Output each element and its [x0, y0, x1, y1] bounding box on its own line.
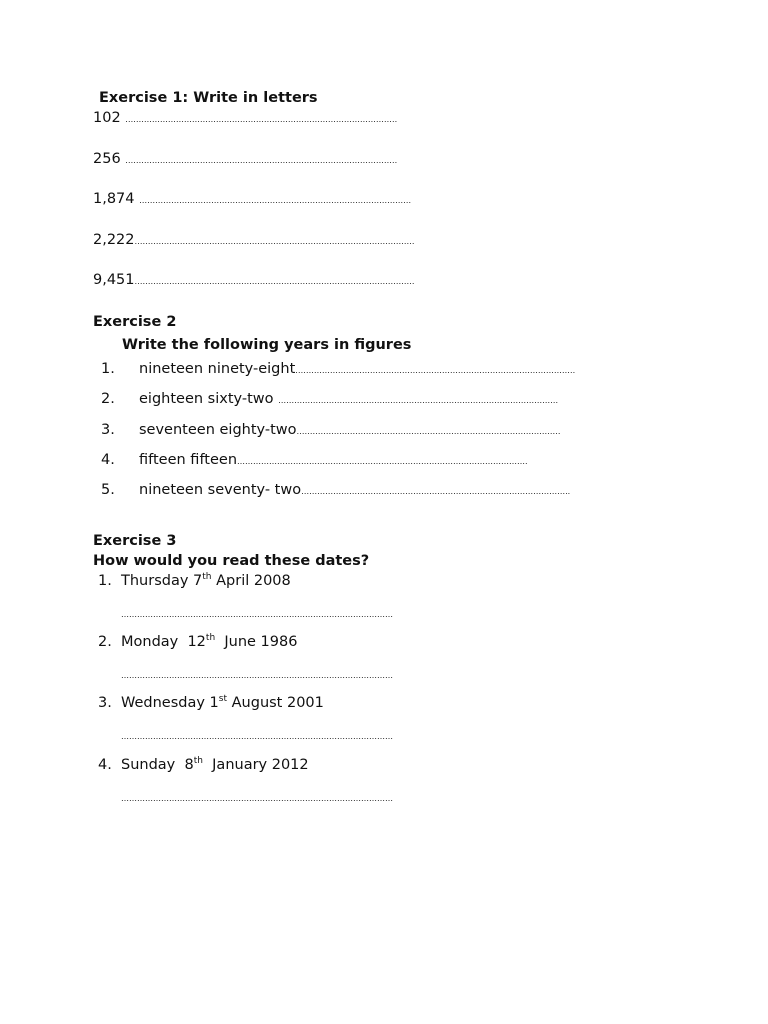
item-text: nineteen ninety-eight [139, 361, 296, 377]
ex2-item-4 [101, 452, 528, 469]
ordinal-suffix: th [193, 756, 203, 767]
date-suffix: January 2012 [202, 757, 309, 773]
date-prefix: Thursday 7 [121, 573, 203, 589]
answer-line[interactable]: …………………………………………………………………………………………… [278, 396, 559, 405]
answer-line[interactable]: ………………………………………………………………………………………… [121, 610, 393, 619]
answer-line[interactable]: ………………………………………………………………………………………… [121, 732, 393, 741]
answer-line[interactable]: …………………………………………………………………………………………… [134, 277, 415, 286]
exercise-2-instruction: Write the following years in figures [122, 337, 412, 353]
answer-line[interactable]: ………………………………………………………………………………………………. [237, 457, 528, 466]
ex3-item-2 [98, 634, 297, 651]
item-number: 2. [98, 634, 112, 650]
answer-line[interactable]: ………………………………………………………………………………………… [121, 671, 393, 680]
date-prefix: Monday 12 [121, 634, 206, 650]
item-number: 5. [101, 482, 115, 498]
ordinal-suffix: st [218, 694, 228, 705]
date-text [121, 695, 324, 711]
answer-line[interactable]: …………………………………………………………………………………………… [134, 237, 415, 246]
item-number: 4. [101, 452, 115, 468]
ex2-item-3 [101, 422, 561, 439]
date-text [121, 634, 297, 650]
ex1-number: 1,874 [93, 191, 135, 207]
item-text: seventeen eighty-two [139, 422, 297, 438]
ordinal-suffix: th [205, 633, 216, 644]
item-text: nineteen seventy- two [139, 482, 302, 498]
ex1-number: 2,222 [93, 232, 135, 248]
item-number: 3. [98, 695, 112, 711]
ex3-item-3 [98, 695, 324, 712]
date-suffix: June 1986 [215, 634, 298, 650]
answer-line[interactable]: ………………………………………………………………………………………… [121, 794, 393, 803]
ex2-item-2 [101, 391, 558, 408]
ex1-number: 256 [93, 151, 121, 167]
answer-line[interactable]: ………………………………………………………………………………………… [139, 196, 412, 205]
item-number: 3. [101, 422, 115, 438]
ex1-item-5 [93, 272, 415, 289]
ex1-number: 102 [93, 110, 121, 126]
ex1-item-1 [93, 110, 397, 127]
ex2-item-5 [101, 482, 570, 499]
answer-line[interactable]: ……………………………………………………………………………………….. [301, 487, 571, 496]
exercise-3-heading: Exercise 3 [93, 533, 177, 549]
item-number: 1. [101, 361, 115, 377]
date-text [121, 757, 309, 773]
date-prefix: Sunday 8 [121, 757, 194, 773]
date-text [121, 573, 291, 589]
ex3-item-4 [98, 757, 309, 774]
exercise-1-heading: Exercise 1: Write in letters [99, 90, 318, 106]
item-number: 2. [101, 391, 115, 407]
item-text: fifteen fifteen [139, 452, 238, 468]
ex1-item-3 [93, 191, 411, 208]
answer-line[interactable]: ………………………………………………………………………………………… [125, 156, 398, 165]
exercise-2-heading: Exercise 2 [93, 314, 177, 330]
ex1-item-4 [93, 232, 415, 249]
answer-line[interactable]: ……………………………………………………………………………………… [296, 427, 561, 436]
ex1-number: 9,451 [93, 272, 135, 288]
answer-line[interactable]: …………………………………………………………………………………………… [295, 366, 576, 375]
ex1-item-2 [93, 151, 397, 168]
date-prefix: Wednesday 1 [121, 695, 219, 711]
answer-line[interactable]: ………………………………………………………………………………………… [125, 115, 398, 124]
date-suffix: August 2001 [227, 695, 324, 711]
ex2-item-1 [101, 361, 575, 378]
exercise-3-question: How would you read these dates? [93, 553, 370, 569]
item-number: 4. [98, 757, 112, 773]
date-suffix: April 2008 [211, 573, 291, 589]
item-text: eighteen sixty-two [139, 391, 274, 407]
ex3-item-1 [98, 573, 291, 590]
ordinal-suffix: th [202, 572, 212, 583]
item-number: 1. [98, 573, 112, 589]
